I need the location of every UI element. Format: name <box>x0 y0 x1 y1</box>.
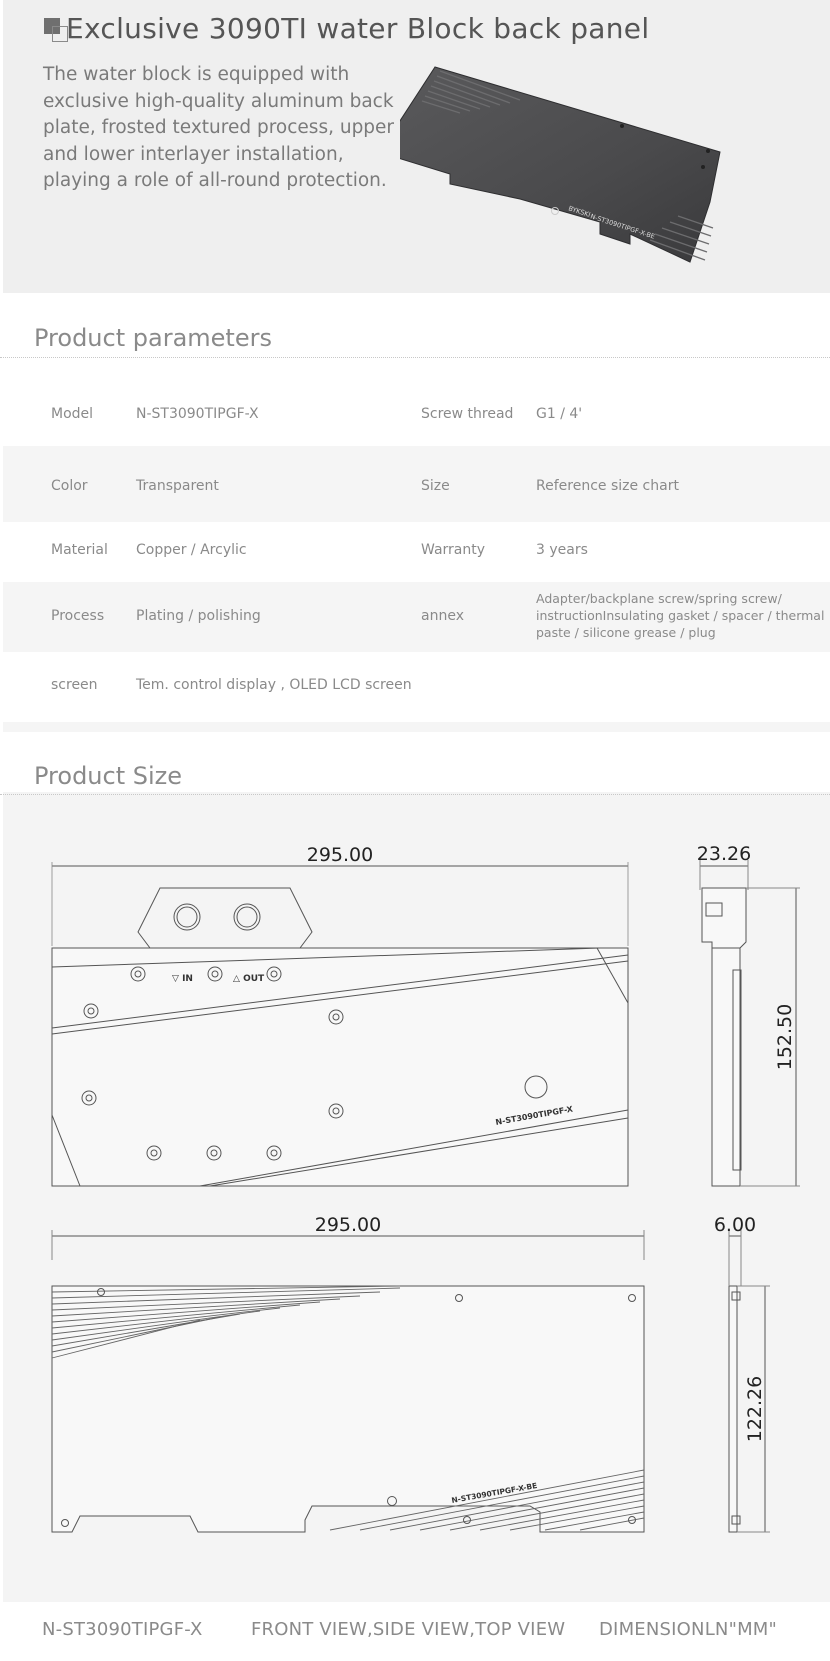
param-row <box>3 522 830 582</box>
param-value: Reference size chart <box>536 478 679 494</box>
param-row <box>3 380 830 446</box>
dim-height: 152.50 <box>774 1003 796 1071</box>
param-value: Tem. control display , OLED LCD screen <box>136 677 412 693</box>
param-label: annex <box>421 608 464 624</box>
footer-model: N-ST3090TIPGF-X <box>42 1619 203 1640</box>
dim-back-depth: 6.00 <box>713 1214 757 1236</box>
out-port-label: △ OUT <box>233 974 265 984</box>
param-value: 3 years <box>536 542 588 558</box>
hero-logo-text: BYKSKI <box>567 204 592 219</box>
param-label: Model <box>51 406 94 422</box>
param-value: N-ST3090TIPGF-X <box>136 406 259 422</box>
dim-back-width: 295.00 <box>314 1214 382 1236</box>
back-model-label: N-ST3090TIPGF-X-BE <box>450 1481 538 1505</box>
param-value: Plating / polishing <box>136 608 261 624</box>
param-value: Copper / Arcylic <box>136 542 247 558</box>
hero-model-label: N-ST3090TIPGF-X-BE <box>589 212 656 241</box>
param-value: Transparent <box>136 478 219 494</box>
param-value: G1 / 4' <box>536 406 583 422</box>
param-label: Color <box>51 478 88 494</box>
param-label: Size <box>421 478 450 494</box>
back-plate-outline <box>52 1286 644 1532</box>
param-label: Warranty <box>421 542 486 558</box>
footer-unit: DIMENSIONLN"MM" <box>599 1619 778 1640</box>
hero-description: The water block is equipped with exclusive high-quality aluminum back plate, frosted textured process, upper and lower interlayer installation, playing a role of all-round protection. <box>43 64 395 191</box>
front-model-label: N-ST3090TIPGF-X <box>494 1104 574 1127</box>
dim-side-depth: 23.26 <box>696 843 752 865</box>
param-label: screen <box>51 677 98 693</box>
parameters-heading: Product parameters <box>34 324 272 352</box>
in-port-label: ▽ IN <box>172 974 193 984</box>
parameters-divider <box>0 357 830 358</box>
size-divider <box>0 794 830 795</box>
dim-back-height: 122.26 <box>744 1375 766 1443</box>
param-row-end <box>3 722 830 732</box>
param-label: Material <box>51 542 108 558</box>
param-label: Screw thread <box>421 406 514 422</box>
page-title: Exclusive 3090TI water Block back panel <box>66 12 650 45</box>
footer-views: FRONT VIEW,SIDE VIEW,TOP VIEW <box>251 1619 566 1640</box>
dimension-drawing <box>0 820 830 1540</box>
param-row <box>3 652 830 722</box>
size-heading: Product Size <box>34 762 183 790</box>
param-label: Process <box>51 608 105 624</box>
param-row <box>3 446 830 522</box>
backplate-product-image <box>400 62 730 277</box>
param-value-annex: Adapter/backplane screw/spring screw/ instructionInsulating gasket / spacer / thermal paste / silicone grease / plug <box>536 591 825 640</box>
dim-front-width: 295.00 <box>306 844 374 866</box>
